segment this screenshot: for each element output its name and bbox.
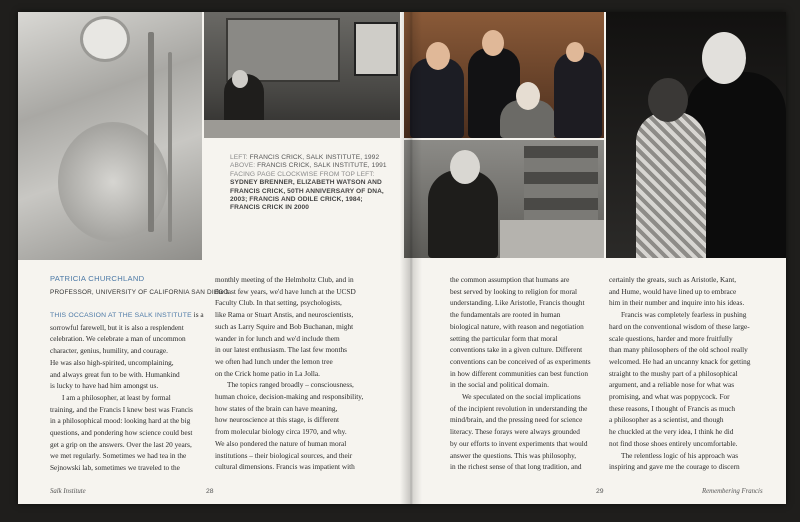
text-line: the last few years, we'd have lunch at the UCSD xyxy=(215,286,356,296)
text-line: by our efforts to invent experiments that would xyxy=(450,438,588,448)
caption-lead: LEFT: xyxy=(230,154,248,161)
text-line: Francis was completely fearless in pushing xyxy=(621,310,747,320)
text-line: best served by looking to religion for moral xyxy=(450,286,578,296)
caption-lead: ABOVE: xyxy=(230,162,256,170)
text-line: Faculty Club. In that setting, psychologists, xyxy=(215,298,342,308)
text-line: He was also high-spirited, uncomplaining, xyxy=(50,357,174,367)
text-line: biological nature, with reason and negotiation xyxy=(450,321,584,331)
text-line: welcomed. He had an uncanny knack for getting xyxy=(609,356,751,366)
page-number-left: 28 xyxy=(206,488,214,495)
text-line: argument, and a reliable nose for what was xyxy=(609,380,735,390)
text-line: than many philosophers of the old school really xyxy=(609,345,748,355)
text-line: understanding. Like Aristotle, Francis thought xyxy=(450,298,585,308)
text-line: inspiring and gave me the courage to discern xyxy=(609,462,740,472)
text-line: is a xyxy=(191,310,204,319)
photo-crick-1992 xyxy=(18,12,202,260)
text-line: and Hume, would have lined up to embrace xyxy=(609,286,737,296)
photo-brenner-watson-crick xyxy=(404,12,604,138)
magazine-spread xyxy=(18,12,786,504)
text-line: literacy. These forays were always grounded xyxy=(450,427,580,437)
caption-line: FRANCIS CRICK, SALK INSTITUTE, 1991 xyxy=(257,162,387,170)
caption-line: FRANCIS CRICK IN 2000 xyxy=(230,204,310,212)
text-line: monthly meeting of the Helmholtz Club, and in xyxy=(215,275,354,284)
footer-section-title: Remembering Francis xyxy=(702,488,763,495)
text-line: conventions take in a given culture. Different xyxy=(450,345,583,355)
text-line: scale questions, harder and more fruitfully xyxy=(609,333,733,343)
caption-line: FACING PAGE CLOCKWISE FROM TOP LEFT: xyxy=(230,170,375,178)
text-line: from molecular biology circa 1970, and why. xyxy=(215,427,347,437)
photo-crick-2000 xyxy=(404,140,604,258)
text-line: We also pondered the nature of human moral xyxy=(215,438,347,448)
text-line: is lucky to have had him amongst us. xyxy=(50,381,159,391)
text-line: straight to the mushy part of a philosophical xyxy=(609,368,738,378)
text-line: how neuroscience at this stage, is different xyxy=(215,415,340,425)
text-line: answer the questions. This was philosophy, xyxy=(450,450,577,460)
text-line: setting the particular form that moral xyxy=(450,333,558,343)
text-line: we met regularly. Sometimes we had tea in the xyxy=(50,451,187,461)
text-line: in the richest sense of that long tradition, and xyxy=(450,462,582,472)
text-line: hard on the conventional wisdom of these large- xyxy=(609,321,750,331)
text-line: how states of the brain can have meaning, xyxy=(215,403,338,413)
author-name: PATRICIA CHURCHLAND xyxy=(50,274,145,283)
text-line: we often had lunch under the lemon tree xyxy=(215,356,333,366)
page-number-right: 29 xyxy=(596,488,604,495)
text-line: he chuckled at the very idea, I think he did xyxy=(609,427,734,437)
text-column-4 xyxy=(609,274,750,473)
photo-francis-odile-crick xyxy=(606,12,786,258)
text-line: I am a philosopher, at least by formal xyxy=(62,392,171,402)
text-line: mind/brain, and the pressing need for science xyxy=(450,415,583,425)
text-line: sorrowful farewell, but it is also a resplendent xyxy=(50,322,184,332)
text-line: the fundamentals are rooted in human xyxy=(450,310,561,320)
text-line: these reasons, I thought of Francis as much xyxy=(609,403,736,413)
text-line: the common assumption that humans are xyxy=(450,275,570,284)
text-line: him in their number and inquire into his ideas. xyxy=(609,298,745,308)
text-line: on the Crick home patio in La Jolla. xyxy=(215,368,320,378)
caption-line: 2003; FRANCIS AND ODILE CRICK, 1984; xyxy=(230,196,363,204)
text-column-3 xyxy=(450,274,591,473)
text-line: in our latest enthusiasm. The last few months xyxy=(215,345,347,355)
text-line: promising, and what was poppycock. For xyxy=(609,392,730,402)
text-line: such as Larry Squire and Bob Buchanan, might xyxy=(215,321,354,331)
text-line: wander in for lunch and we'd include them xyxy=(215,333,340,343)
text-line: questions, and pondering how science could best xyxy=(50,428,193,438)
text-line: The topics ranged broadly – consciousness, xyxy=(227,380,354,390)
text-line: Sejnowski lab, sometimes we traveled to the xyxy=(50,463,180,473)
footer-publication-title: Salk Institute xyxy=(50,488,86,495)
text-line: cultural dimensions. Francis was impatient with xyxy=(215,462,355,472)
text-line: We speculated on the social implications xyxy=(462,392,581,402)
text-line: not find those shoes entirely uncomfortable. xyxy=(609,438,738,448)
text-line: celebration. We celebrate a man of uncommon xyxy=(50,334,186,344)
text-line: a philosopher as a scientist, and though xyxy=(609,415,724,425)
text-line: character, genius, humility, and courage. xyxy=(50,346,168,356)
author-affiliation: PROFESSOR, UNIVERSITY OF CALIFORNIA SAN DIEGO xyxy=(50,289,229,296)
text-line: of the incipient revolution in understanding the xyxy=(450,403,588,413)
text-line: The relentless logic of his approach was xyxy=(621,450,739,460)
photo-crick-1991 xyxy=(204,12,400,138)
text-column-2 xyxy=(215,274,363,473)
text-line: human choice, decision-making and responsibility, xyxy=(215,392,364,402)
caption-line: FRANCIS CRICK, 50TH ANNIVERSARY OF DNA, xyxy=(230,187,384,195)
photo-caption xyxy=(230,154,400,213)
lead-in: THIS OCCASION AT THE SALK INSTITUTE xyxy=(50,312,192,319)
text-line: like Rama or Stuart Anstis, and neuroscientists, xyxy=(215,310,354,320)
text-line: in the social and political domain. xyxy=(450,380,549,390)
text-line: and always great fun to be with. Humankind xyxy=(50,369,180,379)
text-line: in how different communities can best function xyxy=(450,368,589,378)
text-line: conventions can be conceived of as experiments xyxy=(450,356,591,366)
text-line: get a grip on the answers. Over the last 20 years, xyxy=(50,439,192,449)
caption-line: SYDNEY BRENNER, ELIZABETH WATSON AND xyxy=(230,179,382,187)
text-line: training, and the Francis I knew best was Francis xyxy=(50,404,193,414)
text-line: institutions – their biological sources, and their xyxy=(215,450,353,460)
caption-line: FRANCIS CRICK, SALK INSTITUTE, 1992 xyxy=(249,154,380,161)
text-line: in a philosophical mood: looking hard at the big xyxy=(50,416,191,426)
text-line: certainly the greats, such as Aristotle, Kant, xyxy=(609,275,737,284)
text-column-1 xyxy=(50,309,204,474)
